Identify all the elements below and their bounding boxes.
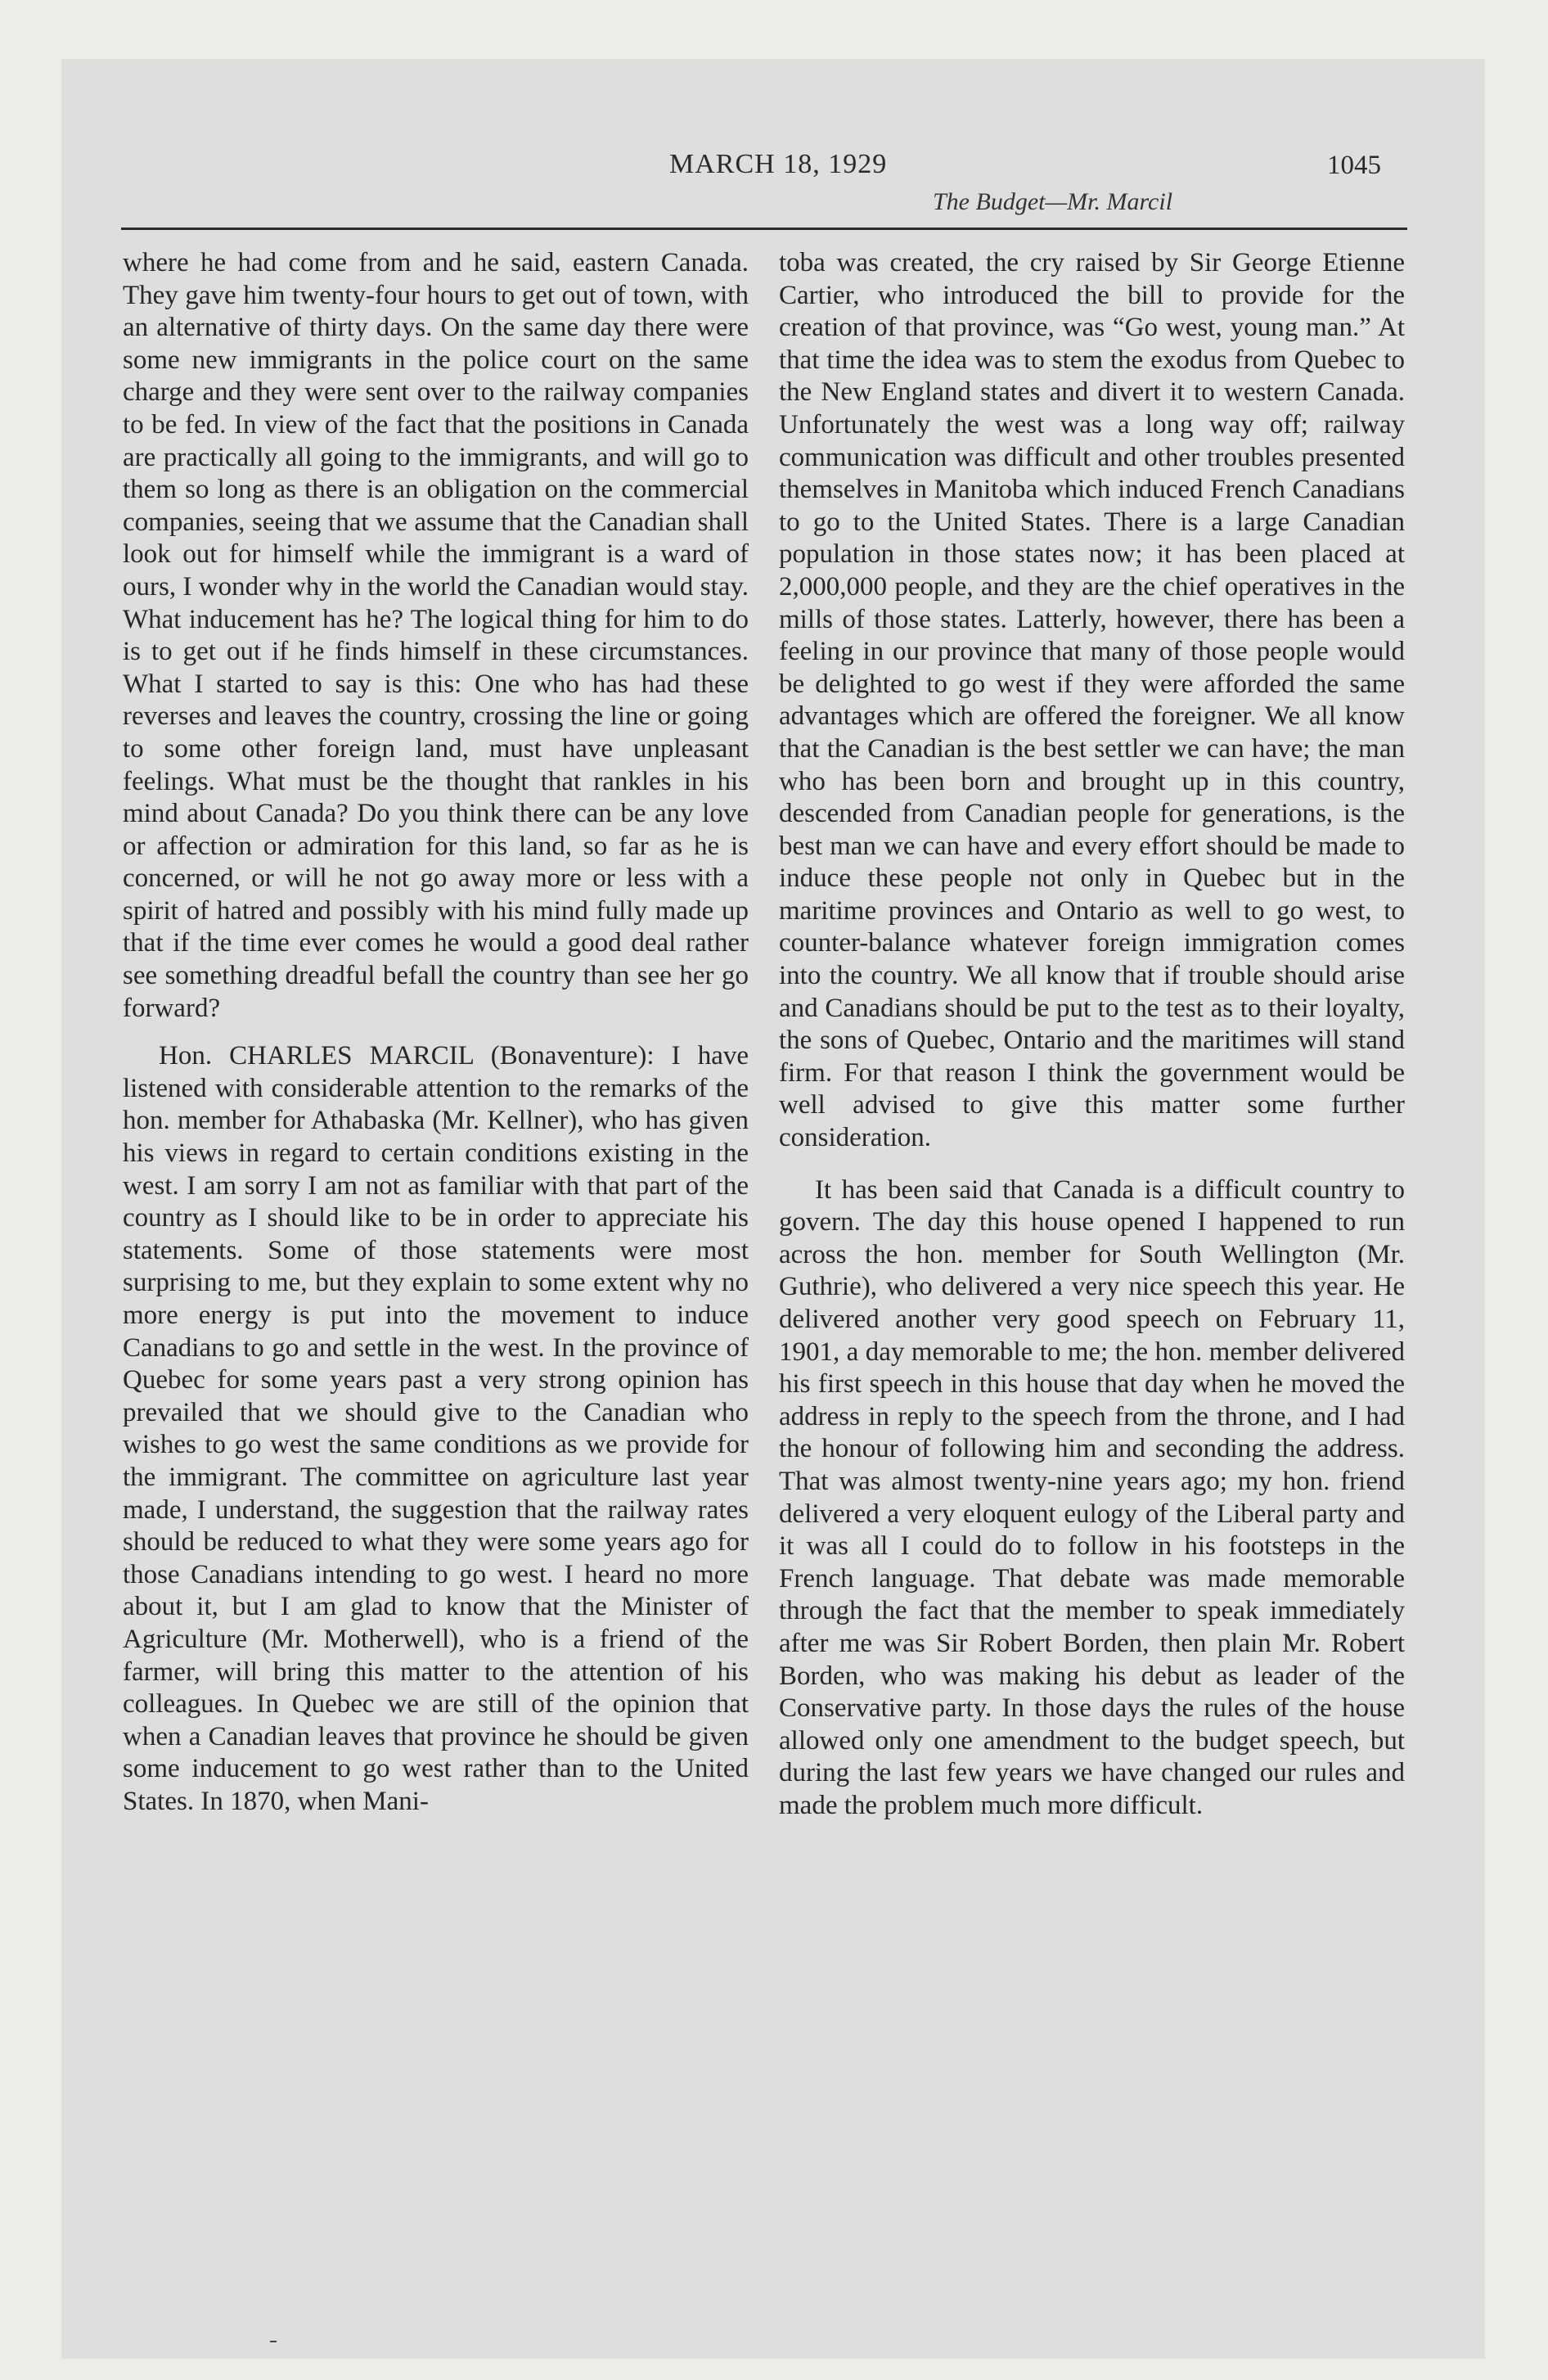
running-title: The Budget—Mr. Marcil: [933, 188, 1173, 215]
paragraph: Hon. CHARLES MARCIL (Bonaventure): I have listened with considerable attention to the remarks of the hon. member for Athabaska (Mr. Kellner), who has given his views in regard to certain conditions existing in the west. I am sorry I am not as familiar with that part of the country as I should like to be in order to appreciate his statements. Some of those statements were most surprising to me, but they explain to some extent why no more energy is put into the movement to induce Canadians to go and settle in the west. In the province of Quebec for some years past a very strong opinion has prevailed that we should give to the Canadian who wishes to go west the same conditions as we provide for the immigrant. The committee on agriculture last year made, I understand, the suggestion that the railway rates should be reduced to what they were some years ago for those Canadians intending to go west. I heard no more about it, but I am glad to know that the Minister of Agriculture (Mr. Motherwell), who is a friend of the farmer, will bring this matter to the attention of his colleagues. In Quebec we are still of the opinion that when a Canadian leaves that province he should be given some inducement to go west rather than to the United States. In 1870, when Mani-: [123, 1041, 749, 1816]
page-number: 1045: [1327, 151, 1381, 180]
header-date: MARCH 18, 1929: [669, 149, 888, 179]
paragraph: toba was created, the cry raised by Sir George Etienne Cartier, who introduced the bill to provide for the creation of that province, was “Go west, young man.” At that time the idea was to stem the exodus from Quebec to the New England states and divert it to western Canada. Unfortunately the west was a long way off; railway communication was difficult and other troubles presented themselves in Manitoba which induced French Canadians to go to the United States. There is a large Canadian population in those states now; it has been placed at 2,000,000 people, and they are the chief operatives in the mills of those states. Latterly, however, there has been a feeling in our province that many of those people would be delighted to go west if they were afforded the same advantages which are offered the foreigner. We all know that the Canadian is the best settler we can have; the man who has been born and brought up in this country, descended from Canadian people for generations, is the best man we can have and every effort should be made to induce these people not only in Quebec but in the maritime provinces and Ontario as well to go west, to counter-balance whatever foreign immigration comes into the country. We all know that if trouble should arise and Canadians should be put to the test as to their loyalty, the sons of Quebec, Ontario and the maritimes will stand firm. For that reason I think the government would be well advised to give this matter some further consideration.: [779, 248, 1405, 1153]
left-column: [123, 247, 749, 1819]
paragraph: where he had come from and he said, eastern Canada. They gave him twenty-four hours to get out of town, with an alternative of thirty days. On the same day there were some new immigrants in the police court on the same charge and they were sent over to the railway companies to be fed. In view of the fact that the positions in Canada are practically all going to the immigrants, and will go to them so long as there is an obligation on the commercial companies, seeing that we assume that the Canadian shall look out for himself while the immigrant is a ward of ours, I wonder why in the world the Canadian would stay. What inducement has he? The logical thing for him to do is to get out if he finds himself in these circumstances. What I started to say is this: One who has had these reverses and leaves the country, crossing the line or going to some other foreign land, must have unpleasant feelings. What must be the thought that rankles in his mind about Canada? Do you think there can be any love or affection or admiration for this land, so far as he is concerned, or will he not go away more or less with a spirit of hatred and possibly with his mind fully made up that if the time ever comes he would a good deal rather see something dreadful befall the country than see her go forward?: [123, 248, 749, 1023]
right-column: [779, 247, 1405, 1823]
scan-mark: [270, 2341, 277, 2342]
paragraph: It has been said that Canada is a difficult country to govern. The day this house opened I happened to run across the hon. member for South Wellington (Mr. Guthrie), who delivered a very nice speech this year. He delivered another very good speech on February 11, 1901, a day memorable to me; the hon. member delivered his first speech in this house that day when he moved the address in reply to the speech from the throne, and I had the honour of following him and seconding the address. That was almost twenty-nine years ago; my hon. friend delivered a very eloquent eulogy of the Liberal party and it was all I could do to follow in his footsteps in the French language. That debate was made memorable through the fact that the member to speak immediately after me was Sir Robert Borden, then plain Mr. Robert Borden, who was making his debut as leader of the Conservative party. In those days the rules of the house allowed only one amendment to the budget speech, but during the last few years we have changed our rules and made the problem much more difficult.: [779, 1174, 1405, 1820]
header-rule: [121, 228, 1407, 230]
